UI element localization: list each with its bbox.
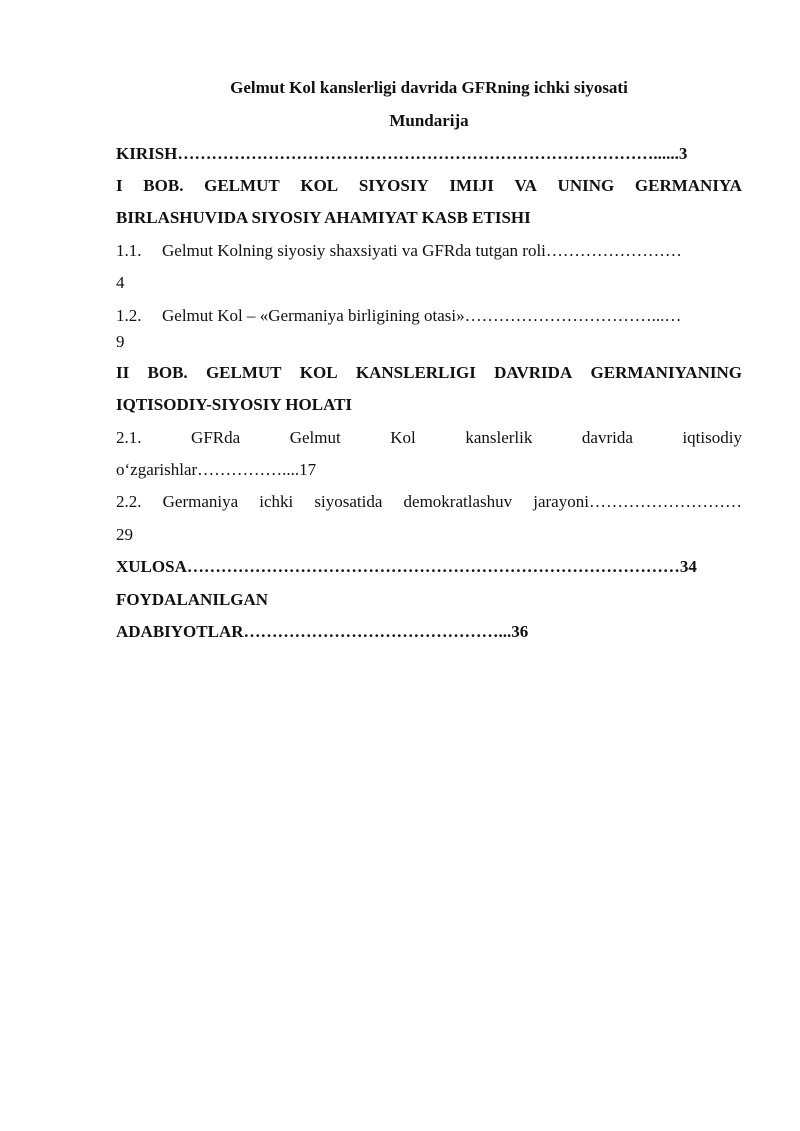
toc-entry-section-1-1-page: 4 bbox=[116, 273, 125, 292]
toc-word: GELMUT bbox=[204, 176, 280, 195]
toc-entry-chapter-2-line2: IQTISODIY-SIYOSIY HOLATI bbox=[116, 395, 353, 414]
toc-word: kanslerlik bbox=[465, 428, 533, 447]
toc-word: iqtisodiy bbox=[682, 428, 742, 447]
document-title: Gelmut Kol kanslerligi davrida GFRning ichki siyosati bbox=[230, 78, 628, 97]
toc-word: GERMANIYA bbox=[634, 176, 742, 195]
toc-word: Kol bbox=[390, 428, 416, 447]
toc-entry-section-2-1-line2: o‘zgarishlar……………....17 bbox=[116, 460, 317, 479]
section-title: Gelmut Kol – «Germaniya birligining otasi»……………………………...… bbox=[162, 306, 682, 325]
toc-entry-references-line2: ADABIYOTLAR………………………………………...36 bbox=[116, 622, 529, 641]
toc-word: Germaniya bbox=[162, 492, 239, 511]
section-number: 1.2. bbox=[116, 306, 142, 325]
toc-word: GELMUT bbox=[205, 363, 282, 382]
toc-word: GERMANIYANING bbox=[590, 363, 742, 382]
toc-word: 2.1. bbox=[116, 428, 142, 447]
toc-entry-chapter-1-line2: BIRLASHUVIDA SIYOSIY AHAMIYAT KASB ETISHI bbox=[116, 208, 531, 227]
toc-entry-chapter-2-line1 bbox=[116, 362, 742, 384]
toc-word: davrida bbox=[581, 428, 633, 447]
toc-entry-chapter-1-line1 bbox=[116, 175, 742, 197]
toc-word: KOL bbox=[299, 363, 338, 382]
toc-word: SIYOSIY bbox=[358, 176, 429, 195]
toc-word: I bbox=[116, 176, 123, 195]
toc-word: BOB. bbox=[143, 176, 184, 195]
toc-entry-references-line1: FOYDALANILGAN bbox=[116, 590, 269, 609]
section-number: 1.1. bbox=[116, 241, 142, 260]
toc-word: jarayoni……………………… bbox=[533, 492, 742, 511]
toc-word: DAVRIDA bbox=[494, 363, 573, 382]
toc-word: ichki bbox=[259, 492, 294, 511]
toc-word: VA bbox=[514, 176, 537, 195]
toc-entry-section-2-2-page: 29 bbox=[116, 525, 133, 544]
toc-entry-section-1-2-page: 9 bbox=[116, 332, 125, 351]
toc-word: demokratlashuv bbox=[403, 492, 513, 511]
toc-word: 2.2. bbox=[116, 492, 142, 511]
toc-word: GFRda bbox=[191, 428, 241, 447]
toc-word: II bbox=[116, 363, 130, 382]
toc-word: KOL bbox=[300, 176, 339, 195]
section-title: Gelmut Kolning siyosiy shaxsiyati va GFRda tutgan roli…………………… bbox=[162, 241, 682, 260]
toc-word: UNING bbox=[557, 176, 615, 195]
toc-word: BOB. bbox=[147, 363, 188, 382]
toc-entry-section-1-1 bbox=[116, 240, 742, 262]
toc-word: KANSLERLIGI bbox=[355, 363, 476, 382]
toc-word: siyosatida bbox=[314, 492, 383, 511]
toc-entry-section-2-2 bbox=[116, 491, 742, 513]
toc-word: Gelmut bbox=[289, 428, 341, 447]
toc-entry-section-2-1-line1 bbox=[116, 427, 742, 449]
toc-entry-kirish: KIRISH…………………………………………………………………………......3 bbox=[116, 144, 688, 163]
toc-entry-xulosa: XULOSA……………………………………………………………………………34 bbox=[116, 557, 697, 576]
toc-word: IMIJI bbox=[449, 176, 494, 195]
toc-entry-section-1-2 bbox=[116, 305, 742, 327]
contents-heading: Mundarija bbox=[389, 111, 469, 130]
